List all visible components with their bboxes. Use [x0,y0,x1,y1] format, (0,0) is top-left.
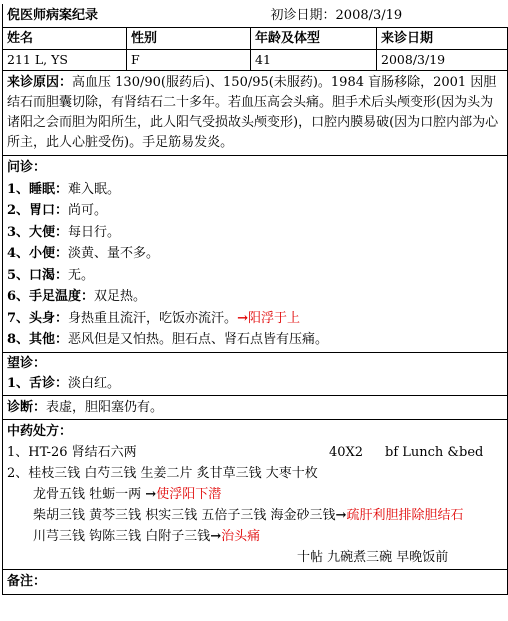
inquiry-item-label: 4、小便： [7,246,69,261]
inquiry-row [3,156,508,353]
remarks-label: 备注： [7,573,47,589]
inquiry-item [7,329,503,351]
tongue-label: 1、舌诊： [7,375,69,391]
rx-line-2b [7,484,503,505]
rx-line-2d [7,526,503,547]
inquiry-heading: 问诊： [7,160,47,175]
complaint-row [3,71,508,156]
complaint-cell [3,71,508,156]
rx-line-2d-note: 治头痛 [221,528,261,544]
rx-line-2c-herbs: 柴胡三钱 黄芩三钱 枳实三钱 五倍子三钱 海金砂三钱 [33,507,336,523]
rx-line-2b-herbs: 龙骨五钱 牡蛎一两 [33,486,142,502]
rx-line-1-code: 1、HT-26 肾结石六两 [7,444,137,460]
inquiry-item-text: 双足热。 [94,289,147,304]
first-visit [251,4,508,28]
header-name: 姓名 [3,28,127,50]
diagnosis-cell [3,395,508,419]
prescription-cell [3,419,508,569]
complaint-text: 高血压 130/90(服药后)、150/95(未服药)。1984 盲肠移除，2001 因胆结石而胆囊切除，有肾结石二十多年。若血压高会头痛。胆手术后头颅变形(因为头为诸阳之会而胆为阳所生，此人阳气受损故头颅变形)，口腔内膜易破(因为口腔内部为心所主，此人心脏受伤)。手足筋易发炎。 [7,75,499,150]
inquiry-item-text: 身热重且流汗，吃饭亦流汗。 [68,310,238,326]
remarks-cell [3,569,508,594]
prescription-row [3,419,508,569]
inspection-heading: 望诊： [7,355,47,371]
arrow-right-icon: → [335,507,347,523]
arrow-right-icon: → [237,310,248,326]
inquiry-item-text: 无。 [68,267,95,283]
complaint-label: 来诊原因： [7,75,73,90]
rx-line-1-dose: 40X2 [329,444,364,460]
inquiry-item [7,308,503,330]
inquiry-item-text: 恶风但是又怕热。胆石点、肾石点皆有压痛。 [68,332,329,347]
inquiry-cell [3,156,508,353]
rx-decoction: 十帖 九碗煮三碗 早晚饭前 [297,549,449,565]
inquiry-item-text: 淡黄、量不多。 [68,246,160,261]
inspection-cell [3,352,508,395]
inquiry-item-text: 难入眠。 [68,181,121,197]
prescription-heading: 中药处方： [7,423,73,439]
record-title: 倪医师病案纪录 [3,4,251,28]
remarks-row [3,569,508,594]
tongue-text: 淡白红。 [68,375,121,391]
patient-name: 211 L, YS [3,50,127,71]
inquiry-item-label: 7、头身： [7,310,69,326]
first-visit-date: 2008/3/19 [335,8,403,23]
arrow-right-icon: → [210,528,222,544]
inquiry-item-note: 阳浮于上 [247,310,300,326]
header-row [3,28,508,50]
inspection-row [3,352,508,395]
rx-line-1-timing: bf Lunch &bed [385,444,484,460]
patient-row [3,50,508,71]
arrow-right-icon: → [145,486,157,502]
rx-line-2c [7,505,503,526]
header-visit-date: 来诊日期 [377,28,508,50]
inquiry-item-label: 6、手足温度： [7,289,95,304]
inquiry-item-label: 8、其他： [7,332,69,347]
rx-line-2c-note: 疏肝利胆排除胆结石 [346,507,464,523]
inquiry-item-label: 2、胃口： [7,203,69,218]
rx-line-2a: 2、桂枝三钱 白芍三钱 生姜二片 炙甘草三钱 大枣十枚 [7,465,318,481]
inquiry-item [7,179,503,201]
inquiry-item [7,200,503,222]
diagnosis-row [3,395,508,419]
rx-line-2b-note: 使浮阳下潜 [156,486,222,502]
first-visit-label: 初诊日期： [270,8,336,23]
inquiry-item-label: 1、睡眠： [7,181,69,197]
inquiry-item-label: 5、口渴： [7,267,69,283]
rx-line-1 [7,442,503,463]
rx-line-2d-herbs: 川芎三钱 钩陈三钱 白附子三钱 [33,528,211,544]
patient-sex: F [127,50,251,71]
diagnosis-text: 表虚，胆阳塞仍有。 [46,399,164,415]
inquiry-item-label: 3、大便： [7,224,69,240]
header-sex: 性别 [127,28,251,50]
patient-age: 41 [251,50,377,71]
inquiry-item [7,286,503,308]
patient-visit-date: 2008/3/19 [377,50,508,71]
medical-record-table [2,4,508,595]
title-row [3,4,508,28]
diagnosis-label: 诊断： [7,399,47,415]
tongue-line [7,374,503,394]
inquiry-item-text: 每日行。 [68,224,121,240]
inquiry-item [7,243,503,265]
inquiry-item [7,222,503,244]
inquiry-item-text: 尚可。 [68,203,108,218]
inquiry-item [7,265,503,287]
header-age: 年龄及体型 [251,28,377,50]
